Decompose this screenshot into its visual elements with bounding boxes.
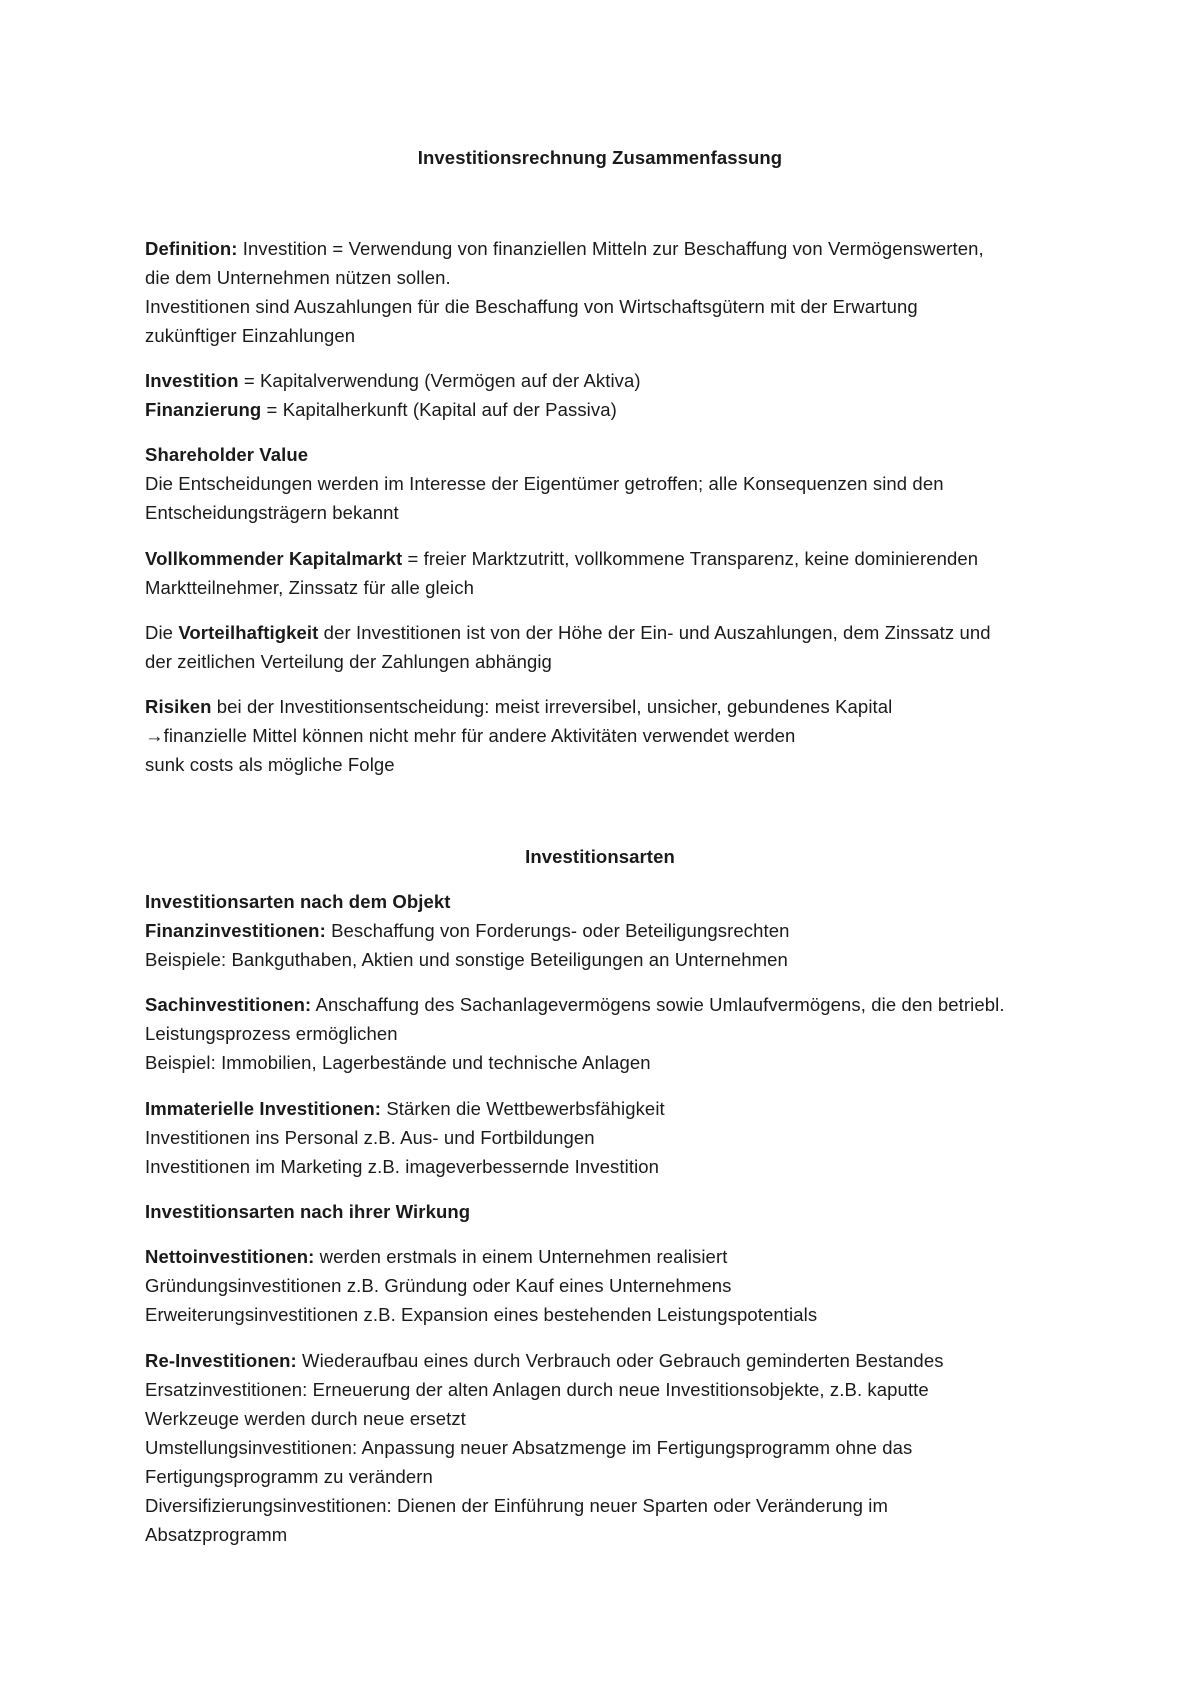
finanzinvestitionen-line: Finanzinvestitionen: Beschaffung von Forderungs- oder Beteiligungsrechten — [145, 920, 790, 941]
immaterielle-line-3: Investitionen im Marketing z.B. imageverbessernde Investition — [145, 1156, 660, 1177]
section-title-investitionsarten: Investitionsarten — [525, 846, 675, 867]
wirkung-heading: Investitionsarten nach ihrer Wirkung — [145, 1201, 471, 1222]
definition-line-3: Investitionen sind Auszahlungen für die Beschaffung von Wirtschaftsgütern mit der Erwartung — [145, 296, 918, 317]
kapitalmarkt-line-2: Marktteilnehmer, Zinssatz für alle gleich — [145, 577, 475, 598]
re-investitionen-line-5: Fertigungsprogramm zu verändern — [145, 1466, 433, 1487]
document-title: Investitionsrechnung Zusammenfassung — [417, 147, 783, 168]
risiken-line-3: sunk costs als mögliche Folge — [145, 754, 395, 775]
objekt-heading: Investitionsarten nach dem Objekt — [145, 891, 451, 912]
finanzinvestitionen-beispiel: Beispiele: Bankguthaben, Aktien und sonstige Beteiligungen an Unternehmen — [145, 949, 788, 970]
investition-line: Investition = Kapitalverwendung (Vermögen auf der Aktiva) — [145, 370, 641, 391]
definition-line-4: zukünftiger Einzahlungen — [145, 325, 356, 346]
netto-line-1: Nettoinvestitionen: werden erstmals in einem Unternehmen realisiert — [145, 1246, 728, 1267]
sachinvestitionen-line-2: Leistungsprozess ermöglichen — [145, 1023, 398, 1044]
re-investitionen-line-1: Re-Investitionen: Wiederaufbau eines durch Verbrauch oder Gebrauch geminderten Bestandes — [145, 1350, 944, 1371]
shareholder-heading: Shareholder Value — [145, 444, 309, 465]
risiken-line-1: Risiken bei der Investitionsentscheidung: meist irreversibel, unsicher, gebundenes Kapital — [145, 696, 893, 717]
vorteil-line-2: der zeitlichen Verteilung der Zahlungen abhängig — [145, 651, 552, 672]
risiken-line-2: →finanzielle Mittel können nicht mehr für andere Aktivitäten verwendet werden — [145, 725, 796, 746]
re-investitionen-line-4: Umstellungsinvestitionen: Anpassung neuer Absatzmenge im Fertigungsprogramm ohne das — [145, 1437, 913, 1458]
arrow-right-icon: → — [145, 725, 164, 746]
immaterielle-line-2: Investitionen ins Personal z.B. Aus- und Fortbildungen — [145, 1127, 595, 1148]
definition-line-2: die dem Unternehmen nützen sollen. — [145, 267, 451, 288]
vorteil-line-1: Die Vorteilhaftigkeit der Investitionen ist von der Höhe der Ein- und Auszahlungen, dem Zinssatz und — [145, 622, 991, 643]
sachinvestitionen-beispiel: Beispiel: Immobilien, Lagerbestände und technische Anlagen — [145, 1052, 651, 1073]
re-investitionen-line-6: Diversifizierungsinvestitionen: Dienen der Einführung neuer Sparten oder Veränderung im — [145, 1495, 888, 1516]
re-investitionen-line-7: Absatzprogramm — [145, 1524, 288, 1545]
finanzierung-line: Finanzierung = Kapitalherkunft (Kapital auf der Passiva) — [145, 399, 617, 420]
sachinvestitionen-line-1: Sachinvestitionen: Anschaffung des Sachanlagevermögens sowie Umlaufvermögens, die den betriebl. — [145, 994, 1005, 1015]
netto-line-2: Gründungsinvestitionen z.B. Gründung oder Kauf eines Unternehmens — [145, 1275, 732, 1296]
shareholder-line-2: Entscheidungsträgern bekannt — [145, 502, 399, 523]
definition-label: Definition: — [145, 238, 238, 259]
shareholder-line-1: Die Entscheidungen werden im Interesse der Eigentümer getroffen; alle Konsequenzen sind den — [145, 473, 944, 494]
re-investitionen-line-3: Werkzeuge werden durch neue ersetzt — [145, 1408, 466, 1429]
kapitalmarkt-line-1: Vollkommender Kapitalmarkt = freier Marktzutritt, vollkommene Transparenz, keine dominierenden — [145, 548, 979, 569]
re-investitionen-line-2: Ersatzinvestitionen: Erneuerung der alten Anlagen durch neue Investitionsobjekte, z.B. kaputte — [145, 1379, 929, 1400]
netto-line-3: Erweiterungsinvestitionen z.B. Expansion eines bestehenden Leistungspotentials — [145, 1304, 818, 1325]
definition-line-1: Definition: Investition = Verwendung von finanziellen Mitteln zur Beschaffung von Vermögenswerten, — [145, 238, 984, 259]
immaterielle-line-1: Immaterielle Investitionen: Stärken die Wettbewerbsfähigkeit — [145, 1098, 665, 1119]
